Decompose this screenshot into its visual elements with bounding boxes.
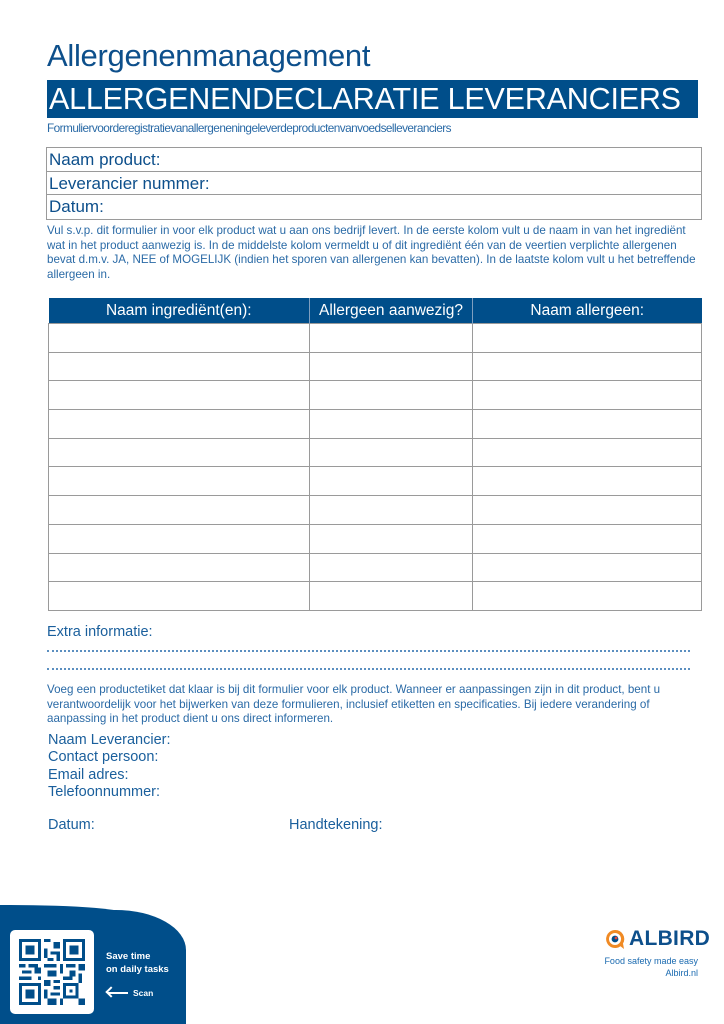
scan-hint: [108, 988, 153, 998]
allergen-name-cell[interactable]: [473, 467, 702, 496]
table-row: [49, 553, 702, 582]
speech-bubble-eye-icon: [604, 928, 626, 950]
page-title: Allergenenmanagement: [47, 38, 371, 73]
brand-name: ALBIRD: [629, 927, 711, 950]
supplier-number-field[interactable]: Leverancier nummer:: [47, 172, 701, 196]
brand-tagline: [604, 955, 698, 979]
allergen-present-cell[interactable]: [310, 524, 473, 553]
form-title-banner: ALLERGENENDECLARATIE LEVERANCIERS: [47, 80, 698, 118]
form-subtitle: Formuliervoorderegistratievanallergeneningeleverdeproductenvanvoedselleveranciers: [47, 121, 451, 135]
ingredient-cell[interactable]: [49, 324, 310, 353]
product-info-box: [46, 147, 702, 220]
table-row: [49, 467, 702, 496]
extra-info-line-1[interactable]: [47, 650, 690, 652]
table-header-row: [49, 298, 702, 324]
tagline-text: Food safety made easy: [604, 956, 698, 966]
table-row: [49, 381, 702, 410]
contact-fields: [48, 732, 171, 802]
promo-line-2: on daily tasks: [106, 964, 169, 975]
allergen-name-cell[interactable]: [473, 524, 702, 553]
instructions-text: Vul s.v.p. dit formulier in voor elk product wat u aan ons bedrijf levert. In de eerste kolom vult u de naam in van het ingrediënt wat in het product aanwezig is. In de middelste kolom vermeldt u of dit ingrediënt één van de veertien verplichte allergenen bevat d.m.v. JA, NEE of MOGELIJK (indien het sporen van allergenen kan bevatten). In de laatste kolom vult u het betreffende allergeen in.: [47, 224, 696, 281]
ingredient-cell[interactable]: [49, 582, 310, 611]
table-row: [49, 410, 702, 439]
column-header-allergen-present: Allergeen aanwezig?: [310, 298, 473, 324]
signature-field[interactable]: Handtekening:: [289, 817, 383, 833]
supplier-name-field[interactable]: Naam Leverancier:: [48, 732, 171, 748]
allergen-name-cell[interactable]: [473, 324, 702, 353]
allergen-name-cell[interactable]: [473, 553, 702, 582]
table-row: [49, 438, 702, 467]
allergen-name-cell[interactable]: [473, 410, 702, 439]
allergen-present-cell[interactable]: [310, 582, 473, 611]
ingredient-cell[interactable]: [49, 496, 310, 525]
allergen-name-cell[interactable]: [473, 352, 702, 381]
allergen-present-cell[interactable]: [310, 553, 473, 582]
column-header-allergen-name: Naam allergeen:: [473, 298, 702, 324]
notice-text: Voeg een productetiket dat klaar is bij dit formulier voor elk product. Wanneer er aanpassingen zijn in dit product, bent u verantwoordelijk voor het bijwerken van deze formulieren, inclusief etiketten en specificaties. Bij iedere verandering of aanpassing in het product dient u ons direct informeren.: [47, 683, 661, 726]
extra-info-line-2[interactable]: [47, 668, 690, 670]
date-field[interactable]: Datum:: [49, 197, 104, 217]
extra-info-label: Extra informatie:: [47, 624, 153, 640]
column-header-ingredient: Naam ingrediënt(en):: [49, 298, 310, 324]
ingredient-cell[interactable]: [49, 553, 310, 582]
allergen-present-cell[interactable]: [310, 438, 473, 467]
qr-code-icon: [19, 939, 85, 1005]
allergen-name-cell[interactable]: [473, 496, 702, 525]
ingredient-cell[interactable]: [49, 438, 310, 467]
table-row: [49, 524, 702, 553]
table-row: [49, 352, 702, 381]
table-row: [49, 496, 702, 525]
qr-card[interactable]: [10, 930, 94, 1014]
ingredient-cell[interactable]: [49, 524, 310, 553]
allergen-name-cell[interactable]: [473, 438, 702, 467]
allergen-present-cell[interactable]: [310, 467, 473, 496]
promo-line-1: Save time: [106, 951, 151, 962]
allergen-present-cell[interactable]: [310, 324, 473, 353]
allergen-present-cell[interactable]: [310, 381, 473, 410]
allergen-name-cell[interactable]: [473, 582, 702, 611]
ingredient-cell[interactable]: [49, 352, 310, 381]
allergen-name-cell[interactable]: [473, 381, 702, 410]
allergen-present-cell[interactable]: [310, 352, 473, 381]
allergen-present-cell[interactable]: [310, 410, 473, 439]
allergen-present-cell[interactable]: [310, 496, 473, 525]
product-name-field[interactable]: Naam product:: [47, 148, 701, 172]
ingredient-cell[interactable]: [49, 467, 310, 496]
phone-field[interactable]: Telefoonnummer:: [48, 784, 161, 801]
promo-text: [106, 950, 169, 976]
signature-date-field[interactable]: Datum:: [48, 817, 95, 833]
scan-label: Scan: [133, 988, 154, 998]
arrow-left-icon: [108, 992, 128, 994]
contact-person-field[interactable]: Contact persoon:: [48, 749, 159, 766]
ingredient-cell[interactable]: [49, 410, 310, 439]
website-link[interactable]: Albird.nl: [665, 968, 698, 978]
ingredient-table: [48, 298, 702, 611]
email-field[interactable]: Email adres:: [48, 766, 129, 783]
albird-logo[interactable]: [604, 928, 710, 950]
table-row: [49, 324, 702, 353]
table-row: [49, 582, 702, 611]
ingredient-cell[interactable]: [49, 381, 310, 410]
